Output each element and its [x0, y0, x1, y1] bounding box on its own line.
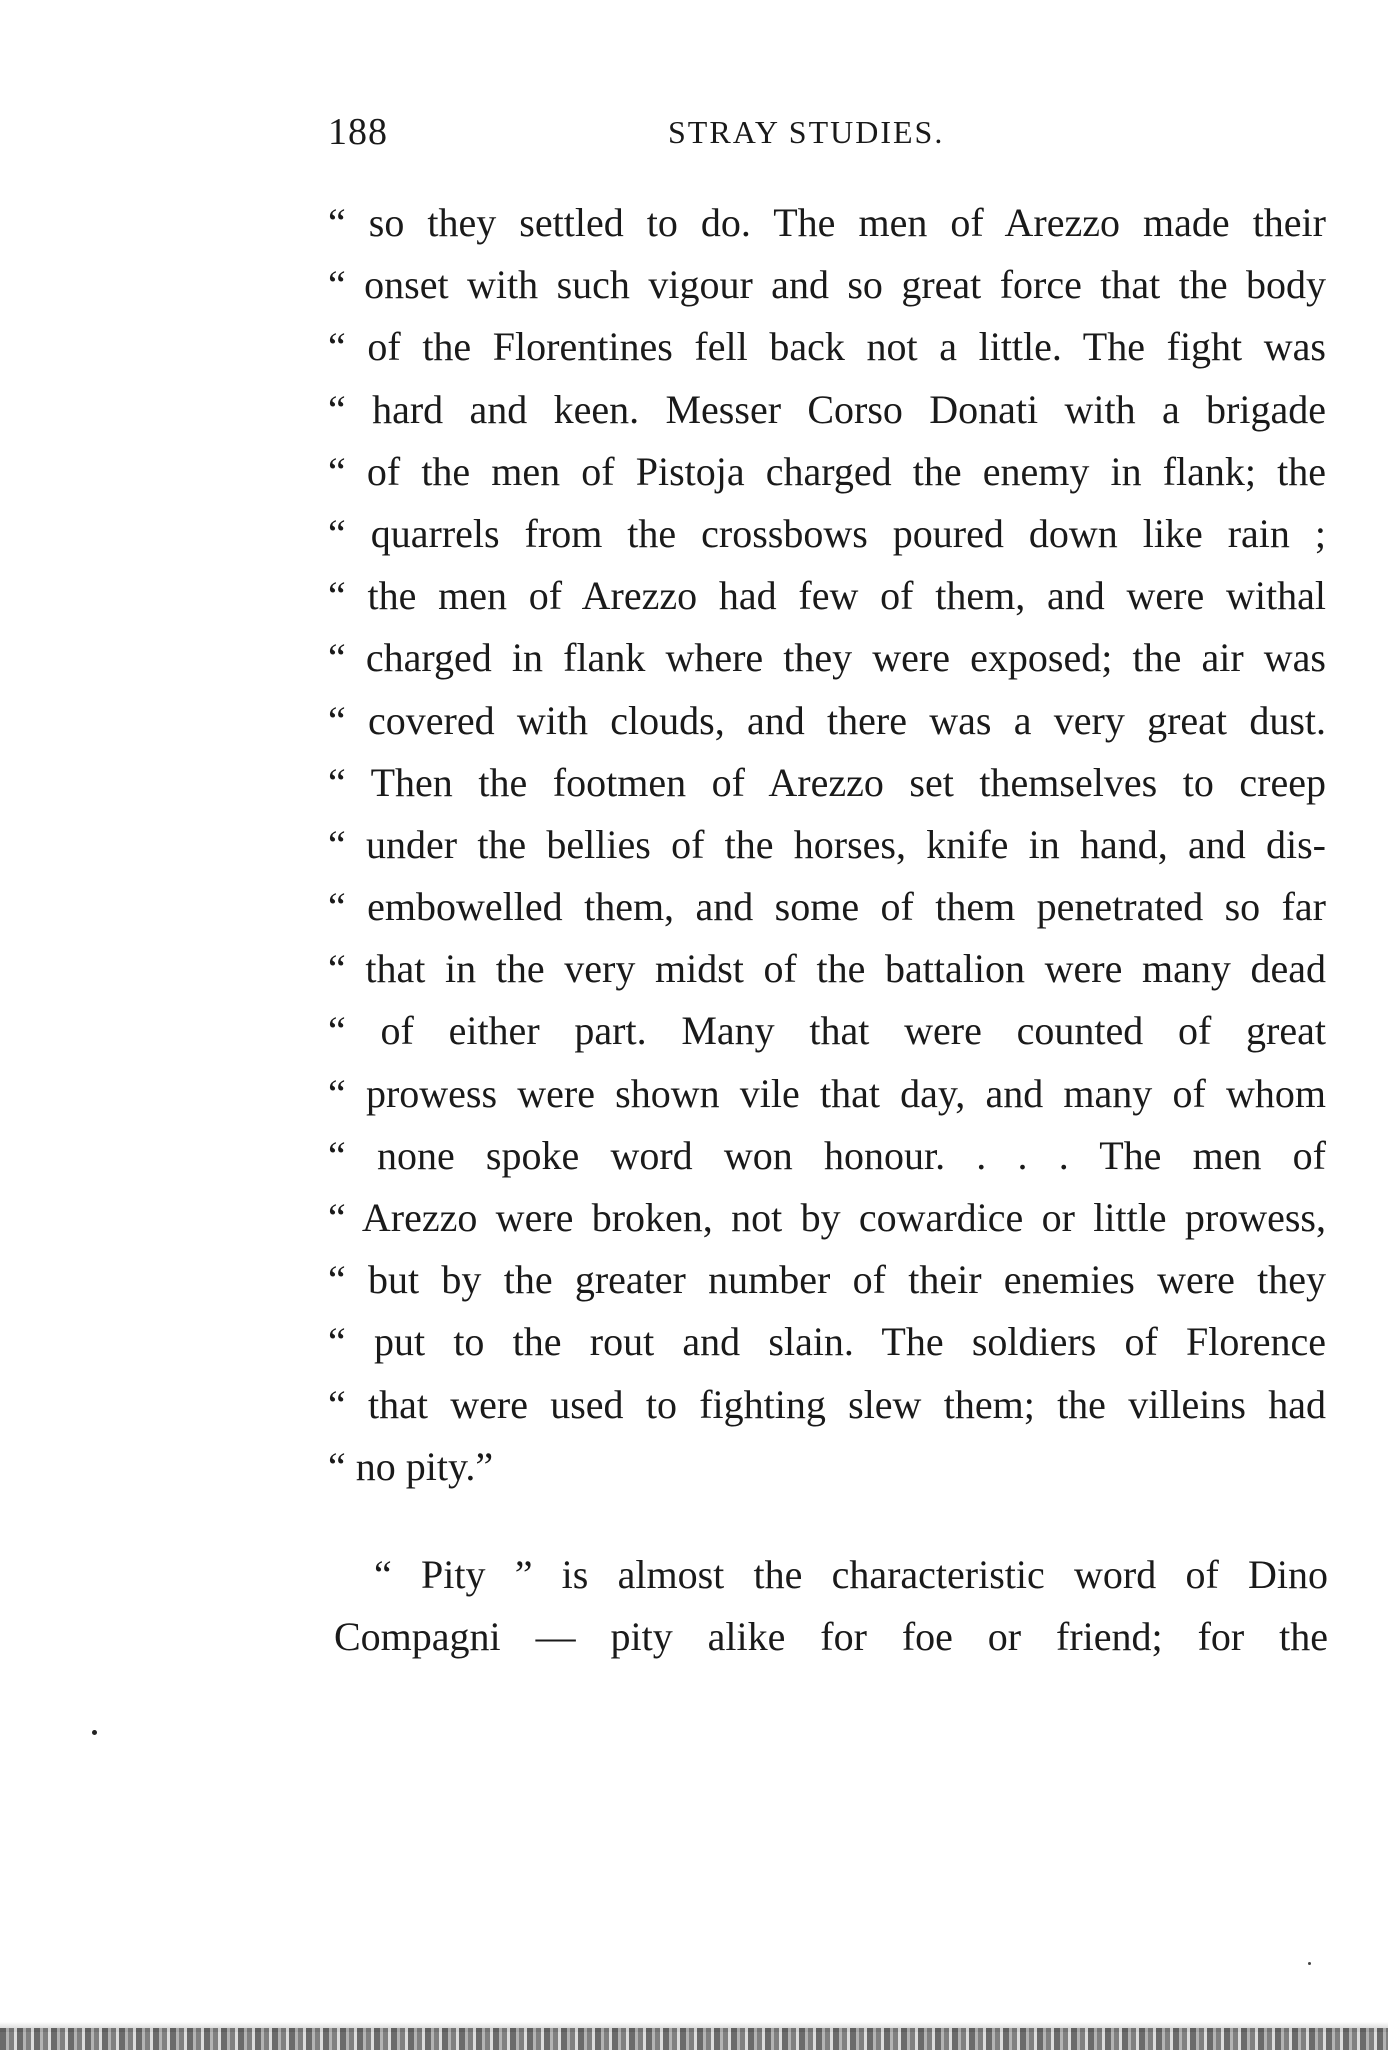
- quote-line: “ that were used to fighting slew them; the villeins had: [328, 1381, 1326, 1427]
- quote-line: “ no pity.”: [328, 1443, 494, 1489]
- quote-line: “ hard and keen. Messer Corso Donati with a brigade: [328, 386, 1326, 432]
- quote-line: “ under the bellies of the horses, knife in hand, and dis-: [328, 821, 1326, 867]
- quotation-block: [328, 192, 1326, 1498]
- quote-line: “ but by the greater number of their enemies were they: [328, 1257, 1326, 1303]
- quote-line: “ quarrels from the crossbows poured down like rain ;: [328, 510, 1326, 556]
- quote-line: “ the men of Arezzo had few of them, and were withal: [328, 573, 1326, 619]
- paragraph-line: “ Pity ” is almost the characteristic word of Dino: [374, 1552, 1328, 1597]
- paragraph-line: Compagni — pity alike for foe or friend; for the: [334, 1614, 1328, 1659]
- running-head: [328, 110, 1328, 160]
- ink-speck: [92, 1730, 97, 1735]
- quote-line: “ covered with clouds, and there was a very great dust.: [328, 697, 1326, 743]
- scan-bottom-edge: [0, 2028, 1388, 2050]
- page-number: 188: [328, 111, 388, 153]
- quote-line: “ that in the very midst of the battalion were many dead: [328, 946, 1326, 992]
- quote-line: “ of the men of Pistoja charged the enemy in flank; the: [328, 448, 1326, 494]
- ink-speck: [1308, 1962, 1311, 1965]
- quote-line: “ onset with such vigour and so great force that the body: [328, 262, 1326, 308]
- quote-line: “ Arezzo were broken, not by cowardice or little prowess,: [328, 1195, 1326, 1240]
- quote-line: “ Then the footmen of Arezzo set themselves to creep: [328, 759, 1326, 805]
- running-title: STRAY STUDIES.: [668, 114, 945, 150]
- quote-line: “ so they settled to do. The men of Arezzo made their: [328, 200, 1326, 245]
- quote-line: “ embowelled them, and some of them penetrated so far: [328, 884, 1326, 930]
- quote-line: “ of the Florentines fell back not a little. The fight was: [328, 324, 1326, 370]
- body-paragraph: [334, 1544, 1328, 1668]
- quote-line: “ prowess were shown vile that day, and many of whom: [328, 1070, 1326, 1116]
- quote-line: “ charged in flank where they were exposed; the air was: [328, 635, 1326, 681]
- quote-line: “ none spoke word won honour. . . . The men of: [328, 1132, 1326, 1178]
- quote-line: “ put to the rout and slain. The soldiers of Florence: [328, 1319, 1326, 1365]
- quote-line: “ of either part. Many that were counted of great: [328, 1008, 1326, 1054]
